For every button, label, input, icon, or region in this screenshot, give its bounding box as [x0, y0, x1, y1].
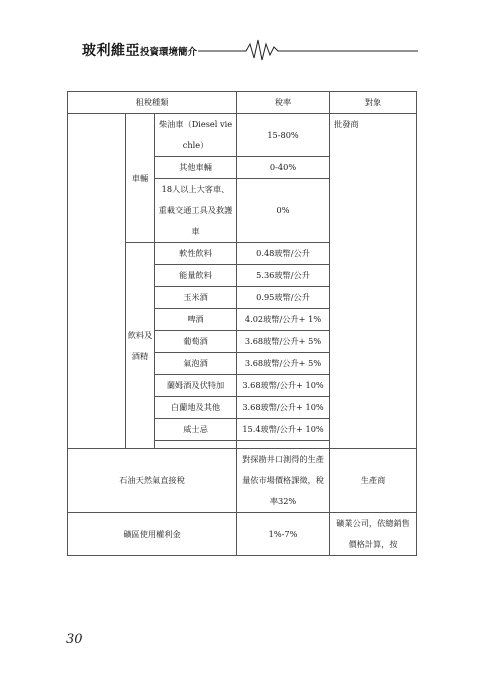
- petroleum-rate: 對探勘井口測得的生產量依市場價格課徵，稅率32%: [237, 449, 330, 513]
- mining-label: 礦區使用權利金: [68, 513, 237, 556]
- tax-table: [67, 91, 417, 556]
- excise-category-cell: [68, 114, 126, 449]
- rate-cell: 0%: [237, 179, 330, 243]
- item-cell: 蘭姆酒及伏特加: [155, 375, 237, 397]
- table-header-row: [68, 92, 417, 114]
- table-row: [68, 114, 417, 157]
- rate-cell: 3.68玻幣/公升+ 5%: [237, 353, 330, 375]
- item-cell: 白蘭地及其他: [155, 397, 237, 419]
- page-title: 玻利維亞投資環境簡介: [82, 43, 198, 59]
- page-number: 30: [66, 632, 83, 647]
- item-cell: 威士忌: [155, 419, 237, 441]
- item-cell: 軟性飲料: [155, 243, 237, 265]
- item-cell: 能量飲料: [155, 265, 237, 287]
- item-cell: 柴油車（Diesel viechle）: [155, 114, 237, 157]
- mining-rate: 1%-7%: [237, 513, 330, 556]
- mining-target: 礦業公司，依總銷售價格計算，按: [330, 513, 417, 556]
- rate-cell: 0.95玻幣/公升: [237, 287, 330, 309]
- group-beverages: 飲料及酒精: [126, 243, 155, 449]
- item-cell: 氣泡酒: [155, 353, 237, 375]
- item-cell: 其他車輛: [155, 157, 237, 179]
- target-wholesaler: 批發商: [330, 114, 417, 449]
- rate-cell: 15.4玻幣/公升+ 10%: [237, 419, 330, 441]
- item-cell: 玉米酒: [155, 287, 237, 309]
- rate-cell: 0.48玻幣/公升: [237, 243, 330, 265]
- rate-cell: 3.68玻幣/公升+ 5%: [237, 331, 330, 353]
- rate-cell: 15-80%: [237, 114, 330, 157]
- group-vehicles: 車輛: [126, 114, 155, 243]
- petroleum-label: 石油天然氣直接稅: [68, 449, 237, 513]
- table-row: [68, 449, 417, 513]
- rate-cell: 4.02玻幣/公升+ 1%: [237, 309, 330, 331]
- item-cell: 18人以上大客車、重載交通工具及救護車: [155, 179, 237, 243]
- header-rate: 稅率: [237, 92, 330, 114]
- table-row: [68, 513, 417, 556]
- spacer-cell: [237, 441, 330, 449]
- rate-cell: 3.68玻幣/公升+ 10%: [237, 375, 330, 397]
- rate-cell: 3.68玻幣/公升+ 10%: [237, 397, 330, 419]
- item-cell: 啤酒: [155, 309, 237, 331]
- spacer-cell: [155, 441, 237, 449]
- heartbeat-line-icon: [0, 0, 480, 70]
- rate-cell: 0-40%: [237, 157, 330, 179]
- rate-cell: 5.36玻幣/公升: [237, 265, 330, 287]
- petroleum-target: 生產商: [330, 449, 417, 513]
- page-header: [0, 0, 480, 70]
- item-cell: 葡萄酒: [155, 331, 237, 353]
- header-target: 對象: [330, 92, 417, 114]
- header-tax-type: 租稅種類: [68, 92, 237, 114]
